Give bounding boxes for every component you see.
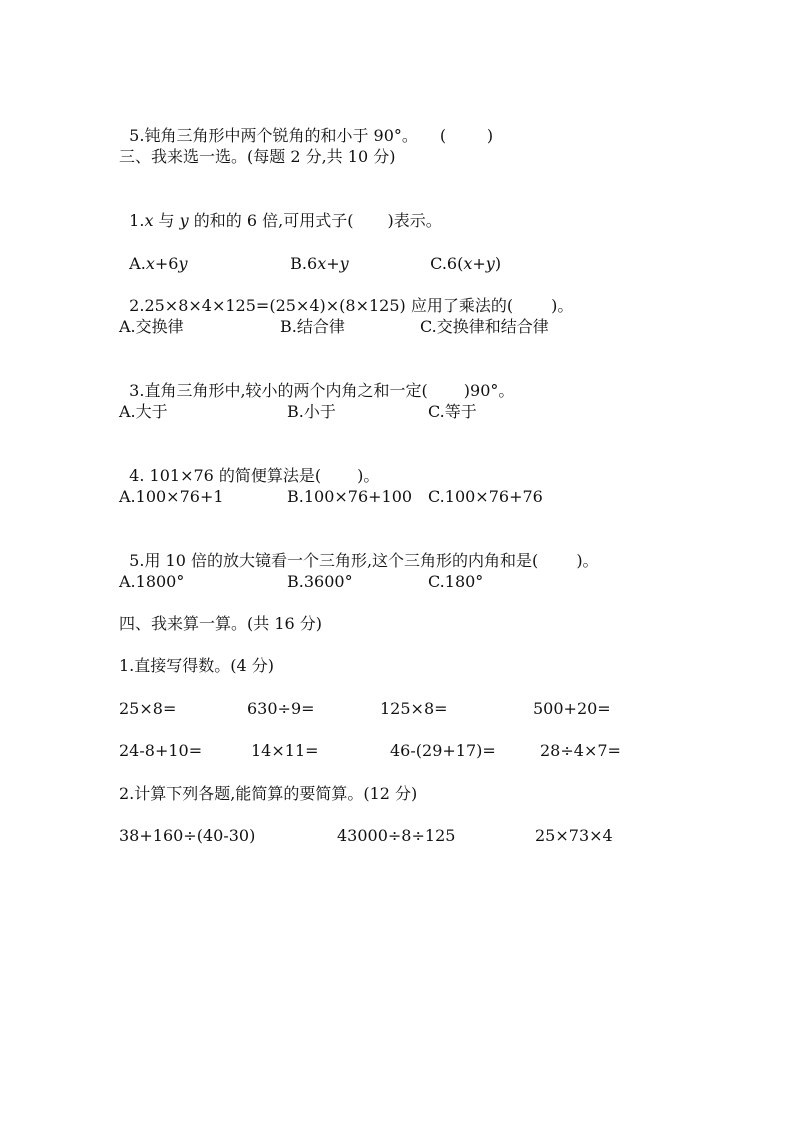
section4-sub2-title: 2.计算下列各题,能简算的要简算。(12 分) <box>119 784 418 803</box>
calc-item: 28÷4×7= <box>540 741 621 760</box>
q2-text: 2.25×8×4×125=(25×4)×(8×125) 应用了乘法的( <box>129 296 514 315</box>
q5-text: )。 <box>576 551 599 570</box>
q1-option-b[interactable]: B.6x+y <box>290 254 349 273</box>
q3-text: )90°。 <box>463 381 515 400</box>
q1-text: 与 <box>153 211 180 230</box>
q1-text: )表示。 <box>387 211 442 230</box>
q2-option-a[interactable]: A.交换律 <box>119 317 184 336</box>
choice-q5 <box>119 528 599 572</box>
q4-text: )。 <box>357 466 380 485</box>
var-x: x <box>144 211 154 230</box>
q3-option-c[interactable]: C.等于 <box>428 402 477 421</box>
judgment-q5 <box>119 103 493 147</box>
q1-number: 1. <box>129 211 145 230</box>
q4-option-c[interactable]: C.100×76+76 <box>428 487 543 506</box>
section3-title: 三、我来选一选。(每题 2 分,共 10 分) <box>119 147 396 166</box>
calc-problem: 38+160÷(40-30) <box>119 826 256 845</box>
calc-item: 630÷9= <box>247 699 315 718</box>
calc-item: 500+20= <box>533 699 611 718</box>
choice-q1 <box>119 188 442 232</box>
q3-option-b[interactable]: B.小于 <box>287 402 336 421</box>
q4-text: 4. 101×76 的简便算法是( <box>129 466 322 485</box>
calc-item: 46-(29+17)= <box>390 741 496 760</box>
calc-item: 24-8+10= <box>119 741 203 760</box>
calc-problem: 25×73×4 <box>535 826 613 845</box>
choice-q4 <box>119 443 379 487</box>
judgment-q5-text: 5.钝角三角形中两个锐角的和小于 90°。 <box>129 126 418 145</box>
q5-option-b[interactable]: B.3600° <box>287 572 353 591</box>
q2-option-b[interactable]: B.结合律 <box>280 317 345 336</box>
q3-option-a[interactable]: A.大于 <box>119 402 168 421</box>
q1-text: 的和的 6 倍,可用式子( <box>188 211 354 230</box>
q5-option-a[interactable]: A.1800° <box>119 572 185 591</box>
q3-text: 3.直角三角形中,较小的两个内角之和一定( <box>129 381 428 400</box>
section4-sub1-title: 1.直接写得数。(4 分) <box>119 656 275 675</box>
calc-item: 25×8= <box>119 699 177 718</box>
q5-option-c[interactable]: C.180° <box>428 572 484 591</box>
q1-option-a[interactable]: A.x+6y <box>129 254 188 273</box>
q4-option-a[interactable]: A.100×76+1 <box>119 487 224 506</box>
q2-option-c[interactable]: C.交换律和结合律 <box>420 317 549 336</box>
calc-item: 125×8= <box>380 699 448 718</box>
var-y: y <box>179 211 189 230</box>
calc-item: 14×11= <box>251 741 319 760</box>
calc-problem: 43000÷8÷125 <box>337 826 456 845</box>
choice-q2 <box>119 273 573 317</box>
q1-option-c[interactable]: C.6(x+y) <box>430 254 502 273</box>
q5-text: 5.用 10 倍的放大镜看一个三角形,这个三角形的内角和是( <box>129 551 539 570</box>
answer-paren[interactable]: ( ) <box>439 126 494 145</box>
q2-text: )。 <box>551 296 574 315</box>
q4-option-b[interactable]: B.100×76+100 <box>287 487 413 506</box>
section4-title: 四、我来算一算。(共 16 分) <box>119 614 323 633</box>
choice-q3 <box>119 358 514 402</box>
